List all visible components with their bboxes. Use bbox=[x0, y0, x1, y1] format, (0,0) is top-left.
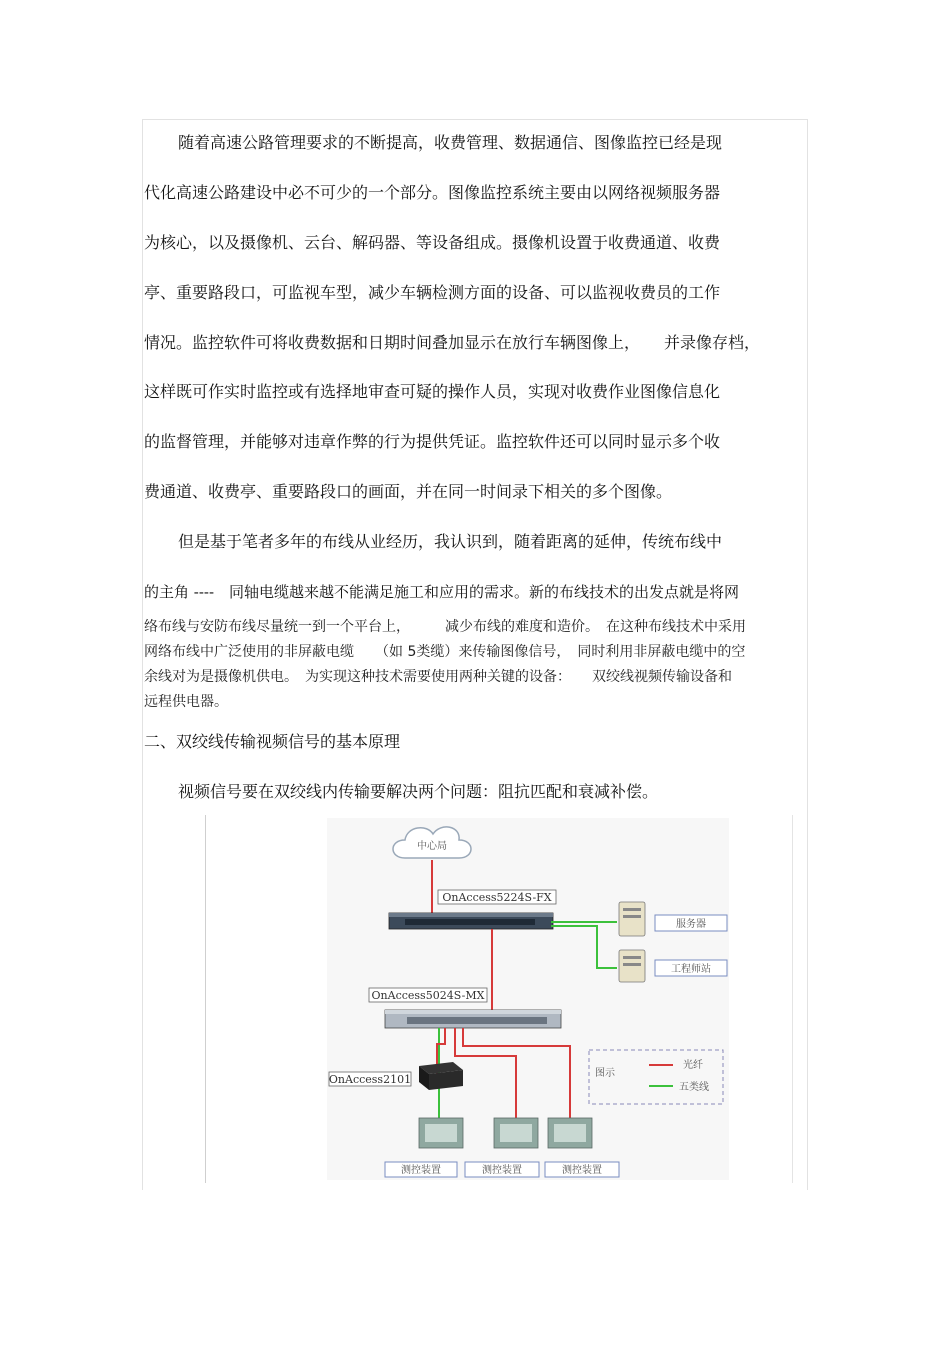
switch-icon bbox=[385, 1010, 561, 1028]
paragraph-line: 亭、重要路段口，可监视车型，减少车辆检测方面的设备、可以监视收费员的工作 bbox=[144, 283, 721, 302]
paragraph-line: 的监督管理，并能够对违章作弊的行为提供凭证。监控软件还可以同时显示多个收 bbox=[144, 432, 721, 451]
server-icon bbox=[619, 902, 645, 936]
converter-icon bbox=[419, 1062, 463, 1090]
legend-title: 图示 bbox=[595, 1068, 615, 1079]
paragraph-line: 余线对为是摄像机供电。 为实现这种技术需要使用两种关键的设备： 双绞线视频传输设备和 bbox=[144, 669, 732, 685]
workstation-icon bbox=[619, 950, 645, 982]
paragraph-line: 随着高速公路管理要求的不断提高，收费管理、数据通信、图像监控已经是现 bbox=[178, 133, 723, 152]
paragraph-line: 费通道、收费亭、重要路段口的画面，并在同一时间录下相关的多个图像。 bbox=[144, 482, 673, 501]
monitor-label: 测控装置 bbox=[482, 1165, 522, 1176]
legend-fiber-label: 光纤 bbox=[683, 1060, 703, 1071]
paragraph-line: 网络布线中广泛使用的非屏蔽电缆 （如 5类缆）来传输图像信号， 同时利用非屏蔽电缆中的空 bbox=[144, 644, 746, 660]
cloud-label: 中心局 bbox=[417, 841, 447, 852]
paragraph-line: 但是基于笔者多年的布线从业经历，我认识到，随着距离的延伸，传统布线中 bbox=[178, 532, 723, 551]
paragraph-line: 视频信号要在双绞线内传输要解决两个问题：阻抗匹配和衰减补偿。 bbox=[178, 782, 659, 801]
switch2-label: OnAccess5024S-MX bbox=[371, 989, 485, 1002]
monitor-device-icon bbox=[494, 1118, 538, 1148]
device-label: OnAccess2101 bbox=[328, 1073, 412, 1086]
paragraph-line: 的主角 ---- 同轴电缆越来越不能满足施工和应用的需求。新的布线技术的出发点就是将网 bbox=[144, 583, 740, 601]
paragraph-line: 为核心，以及摄像机、云台、解码器、等设备组成。摄像机设置于收费通道、收费 bbox=[144, 233, 721, 252]
workstation-label: 工程师站 bbox=[671, 964, 711, 975]
legend-cat5-label: 五类线 bbox=[679, 1082, 709, 1093]
paragraph-line: 情况。监控软件可将收费数据和日期时间叠加显示在放行车辆图像上， 并录像存档， bbox=[144, 333, 761, 352]
figure-border-left bbox=[205, 815, 206, 1183]
monitor-device-icon bbox=[419, 1118, 463, 1148]
paragraph-line: 远程供电器。 bbox=[144, 694, 228, 710]
server-label: 服务器 bbox=[676, 919, 706, 930]
switch-icon bbox=[389, 913, 553, 929]
paragraph-line: 络布线与安防布线尽量统一到一个平台上， 减少布线的难度和造价。 在这种布线技术中采用 bbox=[144, 619, 746, 635]
fiber-link bbox=[455, 1028, 516, 1118]
monitor-device-icon bbox=[548, 1118, 592, 1148]
network-diagram bbox=[327, 818, 729, 1180]
monitor-label: 测控装置 bbox=[562, 1165, 602, 1176]
cat5-link bbox=[551, 926, 617, 968]
paragraph-line: 这样既可作实时监控或有选择地审查可疑的操作人员，实现对收费作业图像信息化 bbox=[144, 382, 721, 401]
monitor-label: 测控装置 bbox=[401, 1165, 441, 1176]
section-heading: 二、双绞线传输视频信号的基本原理 bbox=[144, 732, 401, 751]
paragraph-line: 代化高速公路建设中必不可少的一个部分。图像监控系统主要由以网络视频服务器 bbox=[144, 183, 721, 202]
figure-border-right bbox=[792, 815, 793, 1183]
switch1-label: OnAccess5224S-FX bbox=[442, 891, 552, 904]
